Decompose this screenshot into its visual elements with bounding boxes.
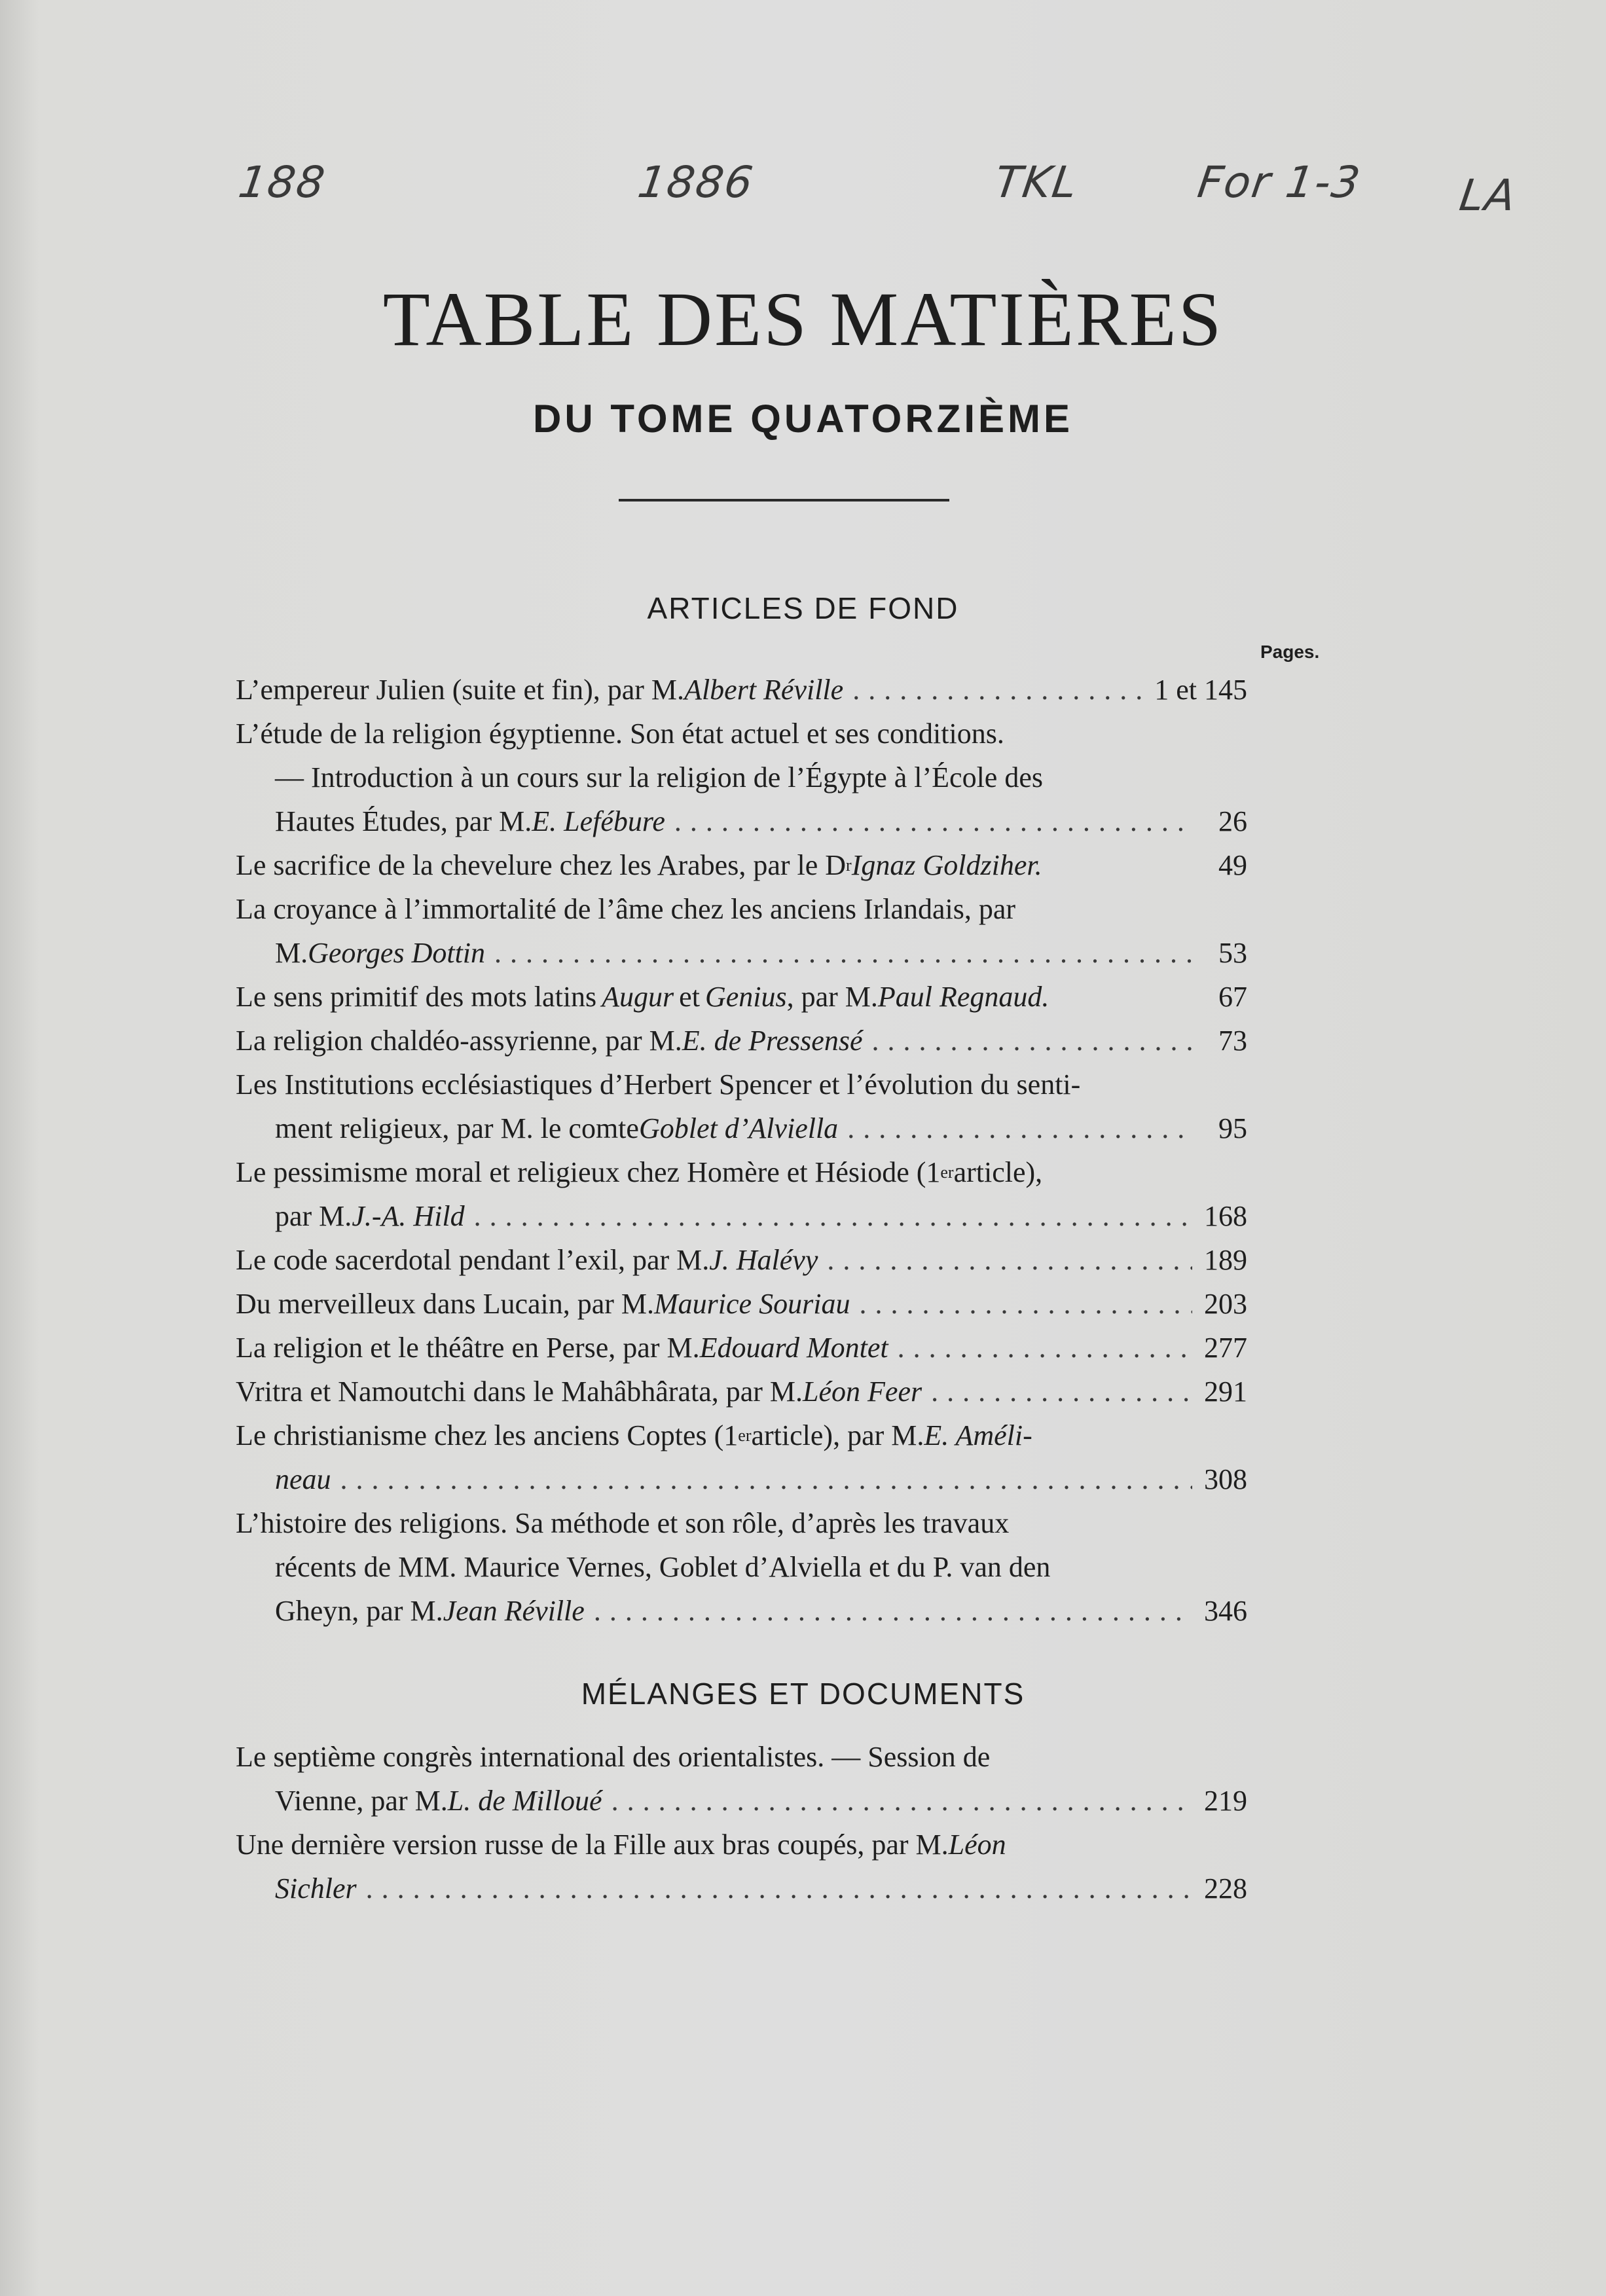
handwritten-note: TKL — [991, 157, 1082, 208]
toc-entry[interactable] — [236, 1150, 1247, 1238]
entry-text: Vritra et Namoutchi dans le Mahâbhârata, par M. — [236, 1376, 803, 1408]
entry-text: Gheyn, par M. — [275, 1595, 443, 1627]
entry-page: 203 — [1204, 1288, 1247, 1320]
toc-entry[interactable] — [236, 1019, 1247, 1063]
entry-author: Jean Réville — [443, 1595, 585, 1627]
entry-text: L’histoire des religions. Sa méthode et son rôle, d’après les travaux — [236, 1507, 1010, 1539]
leader-dots — [871, 1019, 1192, 1063]
leader-dots — [852, 668, 1145, 712]
entry-author: Léon — [948, 1829, 1006, 1861]
entry-author: Goblet d’Alviella — [638, 1112, 839, 1144]
entry-text: Le christianisme chez les anciens Coptes (1 — [236, 1419, 739, 1451]
entry-author: L. de Milloué — [447, 1785, 602, 1817]
toc-entry[interactable] — [236, 1282, 1247, 1326]
section-heading-articles: ARTICLES DE FOND — [647, 591, 959, 625]
entry-text: L’étude de la religion égyptienne. Son état actuel et ses conditions. — [236, 718, 1004, 750]
leader-dots — [847, 1106, 1192, 1150]
entry-author: neau — [275, 1463, 331, 1495]
entry-page: 308 — [1204, 1463, 1247, 1495]
toc-entry[interactable] — [236, 1370, 1247, 1413]
entry-text: article), par M. — [751, 1419, 924, 1451]
entry-page: 346 — [1204, 1595, 1247, 1627]
entry-text: article), — [953, 1156, 1043, 1188]
entry-text: Vienne, par M. — [275, 1785, 448, 1817]
entry-page: 291 — [1204, 1376, 1247, 1408]
pages-column-label: Pages. — [1260, 642, 1320, 662]
entry-page: 67 — [1218, 981, 1247, 1013]
entry-text: Le sacrifice de la chevelure chez les Arabes, par le D — [236, 849, 847, 881]
toc-entry[interactable] — [236, 1063, 1247, 1150]
entry-text: et — [679, 981, 700, 1013]
toc-entry[interactable] — [236, 1326, 1247, 1370]
page-subtitle: DU TOME QUATORZIÈME — [532, 397, 1074, 441]
entry-author: Ignaz Goldziher. — [851, 849, 1042, 881]
handwritten-note: 1886 — [634, 157, 757, 208]
toc-entry[interactable] — [236, 975, 1247, 1019]
entry-author: Sichler — [275, 1872, 357, 1904]
title-rule — [619, 499, 949, 501]
entry-superscript: er — [738, 1426, 752, 1445]
leader-dots — [674, 799, 1192, 843]
leader-dots — [931, 1370, 1192, 1413]
entry-page: 219 — [1204, 1785, 1247, 1817]
entry-text: Les Institutions ecclésiastiques d’Herbert Spencer et l’évolution du senti- — [236, 1068, 1081, 1101]
entry-page: 26 — [1218, 805, 1247, 837]
toc-entry[interactable] — [236, 712, 1247, 843]
entry-author: Albert Réville — [684, 674, 844, 706]
entry-page: 95 — [1218, 1112, 1247, 1144]
entry-author: Paul Regnaud. — [877, 981, 1049, 1013]
entry-superscript: r — [846, 856, 852, 875]
handwritten-note: For 1-3 — [1194, 157, 1364, 208]
toc-entry[interactable] — [236, 1735, 1247, 1823]
toc-entry[interactable] — [236, 843, 1247, 887]
toc-entry[interactable] — [236, 1823, 1247, 1910]
leader-dots — [340, 1457, 1192, 1501]
handwritten-note: 188 — [235, 157, 329, 208]
entry-term: Genius — [704, 981, 787, 1013]
handwritten-note: LA — [1456, 170, 1520, 221]
entry-superscript: er — [940, 1163, 954, 1182]
entry-text: La religion chaldéo-assyrienne, par M. — [236, 1025, 682, 1057]
entry-page: 49 — [1218, 849, 1247, 881]
entry-text: Une dernière version russe de la Fille aux bras coupés, par M. — [236, 1829, 949, 1861]
entry-text: L’empereur Julien (suite et fin), par M. — [236, 674, 685, 706]
articles-list — [236, 668, 1247, 1633]
entry-text: , par M. — [786, 981, 878, 1013]
entry-text: Du merveilleux dans Lucain, par M. — [236, 1288, 655, 1320]
page-title: TABLE DES MATIÈRES — [382, 276, 1224, 362]
entry-author: J. Halévy — [709, 1244, 818, 1276]
leader-dots — [594, 1589, 1192, 1633]
entry-text: ment religieux, par M. le comte — [275, 1112, 639, 1144]
leader-dots — [859, 1282, 1192, 1326]
entry-text: M. — [275, 937, 308, 969]
entry-page: 53 — [1218, 937, 1247, 969]
leader-dots — [494, 931, 1192, 975]
entry-page: 277 — [1204, 1332, 1247, 1364]
entry-term: Augur — [602, 981, 674, 1013]
leader-dots — [827, 1238, 1192, 1282]
entry-text: Hautes Études, par M. — [275, 805, 532, 837]
entry-text: Le sens primitif des mots latins — [236, 981, 597, 1013]
entry-author: E. de Pressensé — [682, 1025, 863, 1057]
entry-text: par M. — [275, 1200, 352, 1232]
entry-text: Le code sacerdotal pendant l’exil, par M. — [236, 1244, 710, 1276]
entry-page: 168 — [1204, 1200, 1247, 1232]
leader-dots — [611, 1779, 1192, 1823]
leader-dots — [474, 1194, 1192, 1238]
entry-author: J.-A. Hild — [352, 1200, 465, 1232]
melanges-list — [236, 1735, 1247, 1910]
entry-author: Léon Feer — [803, 1376, 922, 1408]
leader-dots — [898, 1326, 1192, 1370]
section-heading-melanges: MÉLANGES ET DOCUMENTS — [581, 1677, 1025, 1711]
entry-text: Le septième congrès international des orientalistes. — Session de — [236, 1741, 991, 1773]
entry-page: 73 — [1218, 1025, 1247, 1057]
entry-author: Georges Dottin — [308, 937, 486, 969]
entry-author: Maurice Souriau — [654, 1288, 850, 1320]
entry-text: La croyance à l’immortalité de l’âme chez les anciens Irlandais, par — [236, 893, 1016, 925]
entry-text: Le pessimisme moral et religieux chez Homère et Hésiode (1 — [236, 1156, 941, 1188]
entry-page: 228 — [1204, 1872, 1247, 1904]
entry-text: — Introduction à un cours sur la religion de l’Égypte à l’École des — [275, 761, 1043, 793]
entry-author: Edouard Montet — [699, 1332, 888, 1364]
toc-entry[interactable] — [236, 668, 1247, 712]
entry-author: E. Lefébure — [532, 805, 665, 837]
entry-text: récents de MM. Maurice Vernes, Goblet d’Alviella et du P. van den — [275, 1551, 1051, 1583]
entry-page: 189 — [1204, 1244, 1247, 1276]
entry-text: La religion et le théâtre en Perse, par M. — [236, 1332, 700, 1364]
toc-entry[interactable] — [236, 1413, 1247, 1501]
toc-entry[interactable] — [236, 1501, 1247, 1633]
entry-page: 1 et 145 — [1154, 674, 1247, 706]
leader-dots — [366, 1867, 1192, 1910]
toc-entry[interactable] — [236, 887, 1247, 975]
toc-entry[interactable] — [236, 1238, 1247, 1282]
entry-author: E. Améli- — [924, 1419, 1032, 1451]
